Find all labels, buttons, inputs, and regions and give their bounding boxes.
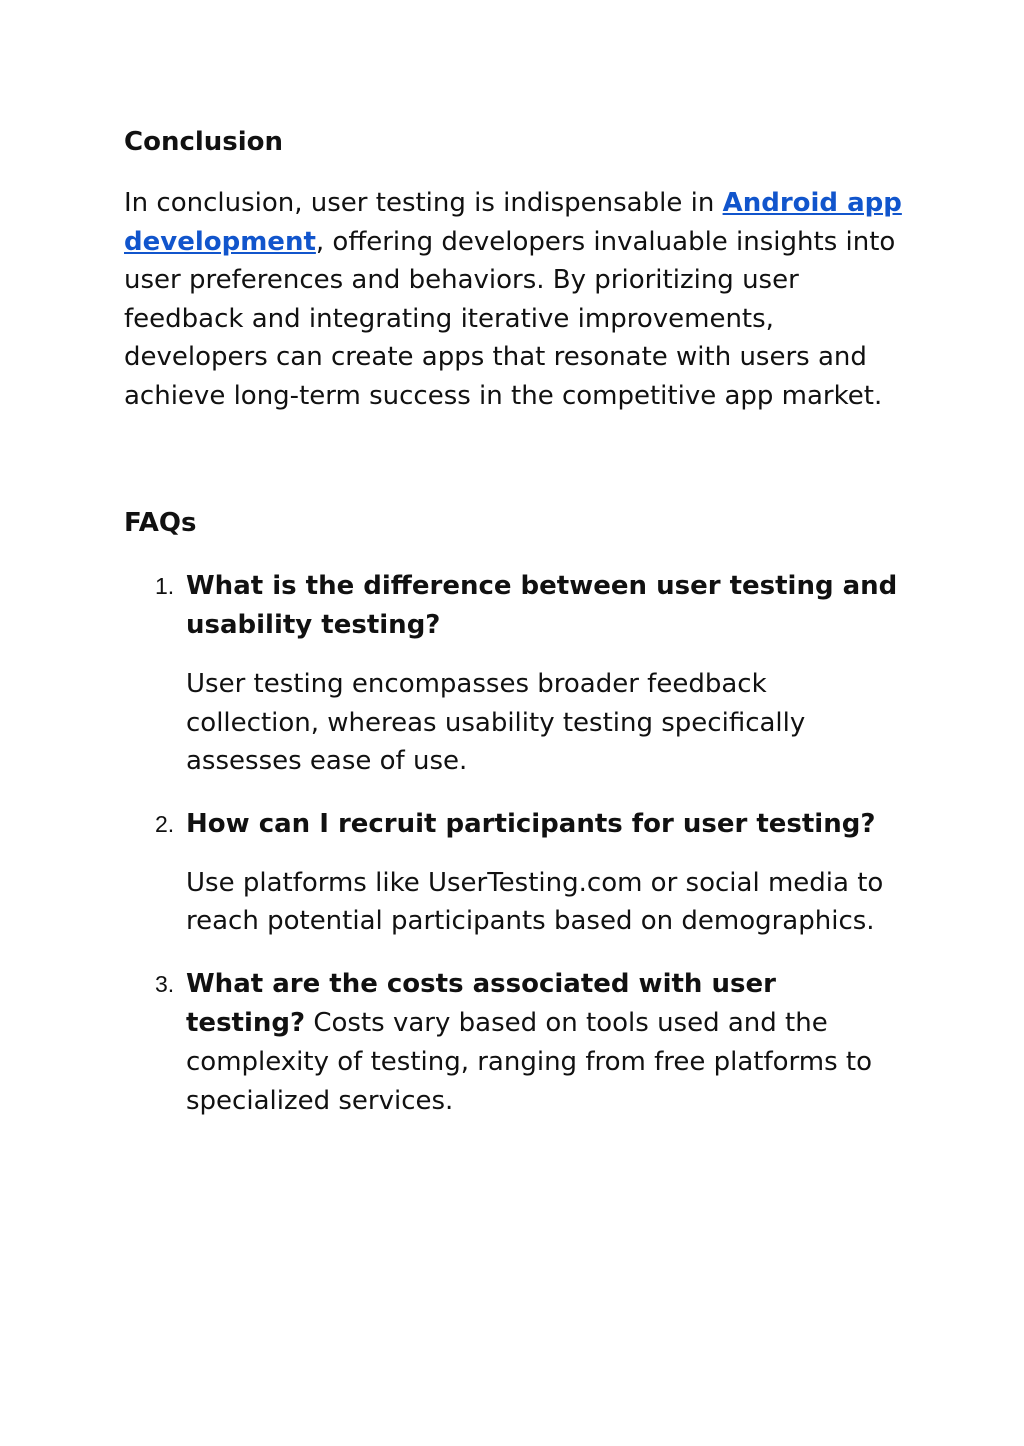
faq-question: How can I recruit participants for user testing? bbox=[186, 808, 876, 839]
faq-number: 2. bbox=[155, 810, 175, 837]
document-page bbox=[124, 118, 904, 1145]
faq-question-answer bbox=[186, 965, 904, 1121]
faq-question: What are the costs associated with user testing? bbox=[186, 968, 776, 1038]
faqs-heading: FAQs bbox=[124, 508, 197, 538]
faq-answer: Costs vary based on tools used and the complexity of testing, ranging from free platforms to specialized services. bbox=[186, 1007, 873, 1116]
faq-question: What is the difference between user testing and usability testing? bbox=[186, 571, 898, 640]
conclusion-heading: Conclusion bbox=[124, 127, 284, 157]
faq-answer: User testing encompasses broader feedback collection, whereas usability testing specifically assesses ease of use. bbox=[186, 669, 806, 776]
faq-number: 1. bbox=[155, 573, 175, 599]
faq-list bbox=[124, 567, 904, 1121]
faq-item-2 bbox=[124, 805, 904, 941]
android-app-development-link[interactable]: Android app development bbox=[124, 188, 902, 257]
faq-item-1 bbox=[124, 567, 904, 781]
conclusion-text-end: , offering developers invaluable insights into user preferences and behaviors. By prioritizing user feedback and integrating iterative improvements, developers can create apps that resonate with users and achieve long-term success in the competitive app market. bbox=[124, 226, 896, 411]
faq-number: 3. bbox=[155, 970, 175, 997]
faq-answer: Use platforms like UserTesting.com or social media to reach potential participants based on demographics. bbox=[186, 867, 884, 936]
faq-item-3 bbox=[124, 965, 904, 1121]
conclusion-paragraph bbox=[124, 184, 904, 415]
conclusion-text-start: In conclusion, user testing is indispensable in bbox=[124, 188, 723, 218]
